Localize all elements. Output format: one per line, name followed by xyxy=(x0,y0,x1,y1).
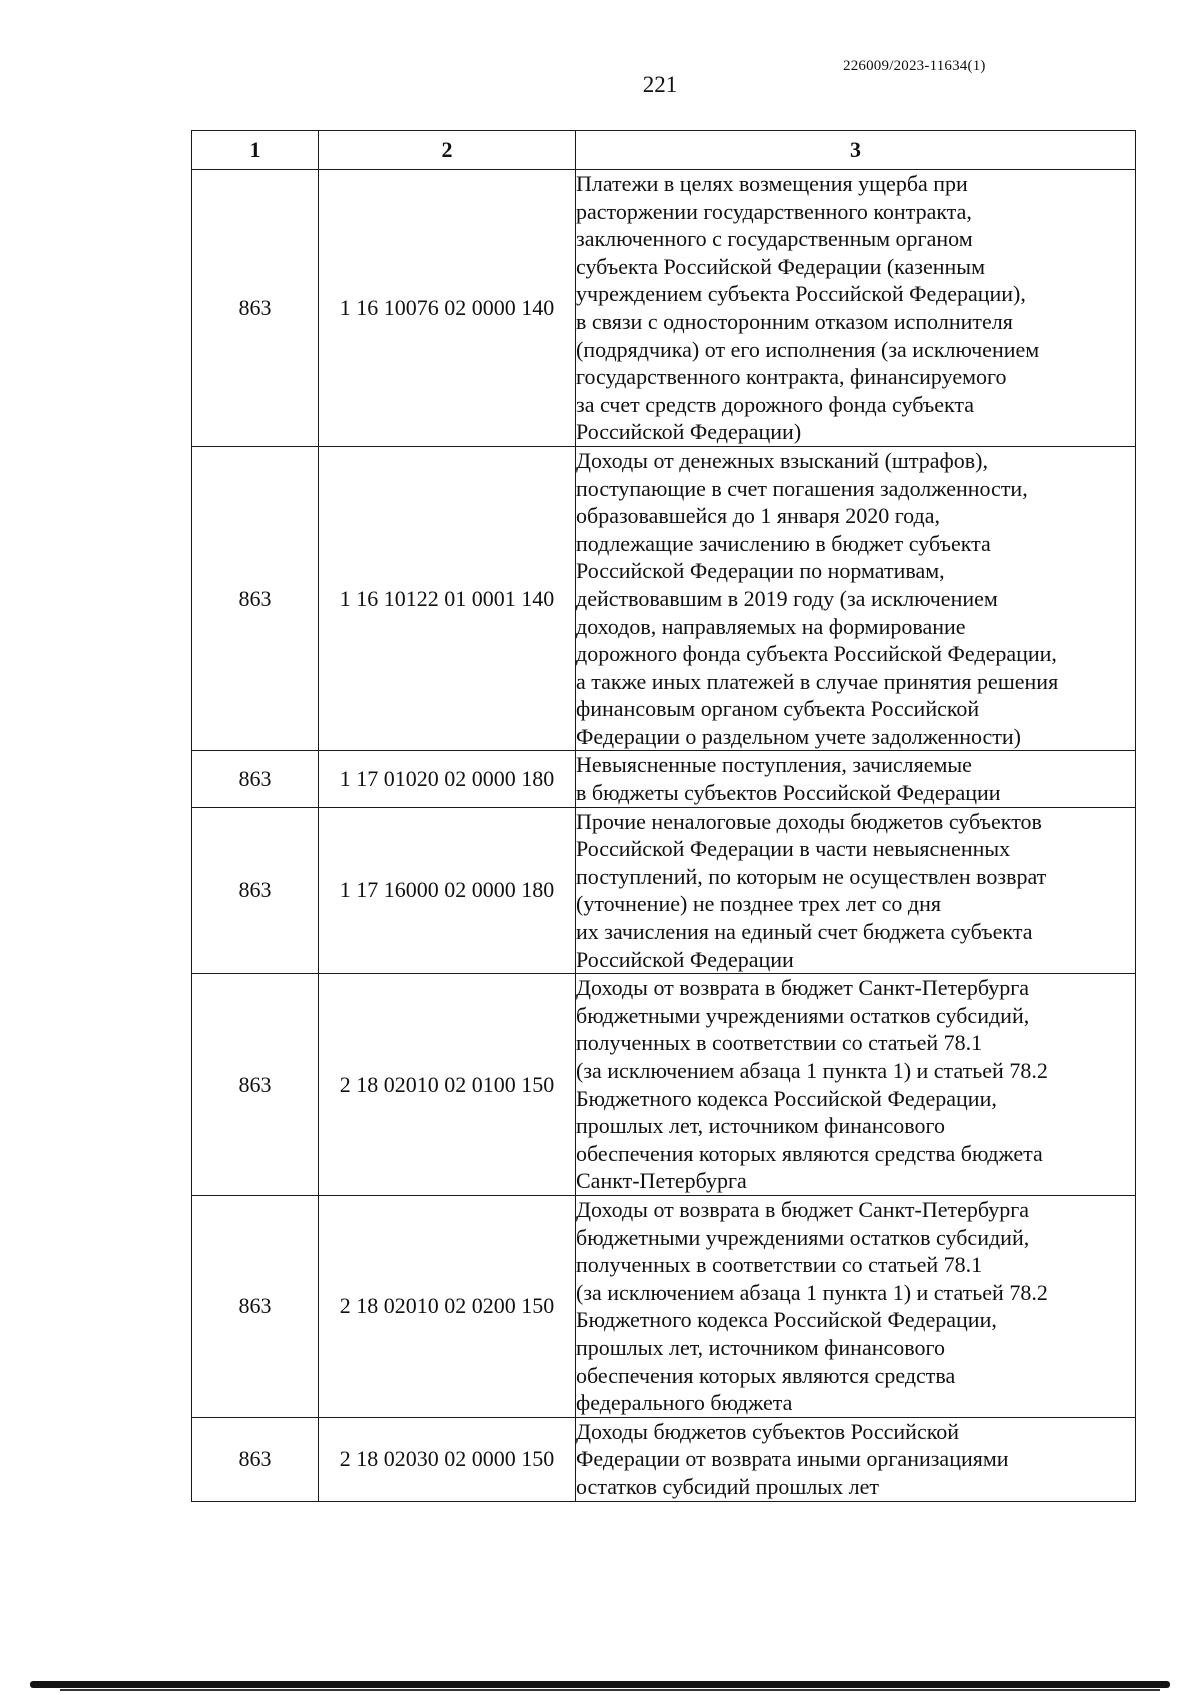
revenue-description-cell xyxy=(576,974,1136,1196)
description-line: в связи с односторонним отказом исполнителя xyxy=(576,308,1013,334)
description-line: остатков субсидий прошлых лет xyxy=(576,1473,879,1499)
budget-classification-code-cell: 1 17 01020 02 0000 180 xyxy=(319,751,576,807)
admin-code-cell: 863 xyxy=(192,1195,319,1417)
description-line: образовавшейся до 1 января 2020 года, xyxy=(576,503,940,529)
column-header-1: 1 xyxy=(192,131,319,170)
bottom-border-line xyxy=(30,1681,1170,1688)
budget-classification-code-cell: 1 17 16000 02 0000 180 xyxy=(319,807,576,974)
description-line: бюджетными учреждениями остатков субсидий, xyxy=(576,1224,1030,1250)
bottom-border-shadow-line xyxy=(60,1689,1160,1691)
description-line: а также иных платежей в случае принятия решения xyxy=(576,668,1059,694)
description-line: поступлений, по которым не осуществлен возврат xyxy=(576,863,1047,889)
description-line: Прочие неналоговые доходы бюджетов субъектов xyxy=(576,808,1042,834)
description-line: Платежи в целях возмещения ущерба при xyxy=(576,171,968,196)
description-line: прошлых лет, источником финансового xyxy=(576,1113,945,1139)
description-line: Федерации от возврата иными организациями xyxy=(576,1446,1009,1472)
table-row xyxy=(192,170,1136,447)
description-line: полученных в соответствии со статьей 78.1 xyxy=(576,1030,983,1056)
description-line: Доходы от возврата в бюджет Санкт-Петербурга xyxy=(576,975,1030,1001)
description-line: прошлых лет, источником финансового xyxy=(576,1334,945,1360)
description-line: в бюджеты субъектов Российской Федерации xyxy=(576,780,1001,806)
budget-classification-code-cell: 2 18 02030 02 0000 150 xyxy=(319,1417,576,1501)
table-row xyxy=(192,751,1136,807)
description-line: бюджетными учреждениями остатков субсидий, xyxy=(576,1002,1030,1028)
budget-classification-code-cell: 1 16 10076 02 0000 140 xyxy=(319,170,576,447)
description-line: доходов, направляемых на формирование xyxy=(576,613,966,639)
admin-code-cell: 863 xyxy=(192,974,319,1196)
admin-code-cell: 863 xyxy=(192,446,319,751)
revenue-description-cell xyxy=(576,170,1136,447)
description-line: заключенного с государственным органом xyxy=(576,226,973,252)
budget-classification-code-cell: 2 18 02010 02 0100 150 xyxy=(319,974,576,1196)
description-line: Федерации о раздельном учете задолженности) xyxy=(576,723,1021,749)
description-line: Доходы от денежных взысканий (штрафов), xyxy=(576,447,988,473)
description-line: (за исключением абзаца 1 пункта 1) и статьей 78.2 xyxy=(576,1058,1048,1083)
table-row xyxy=(192,446,1136,751)
description-line: дорожного фонда субъекта Российской Федерации, xyxy=(576,641,1057,667)
admin-code-cell: 863 xyxy=(192,751,319,807)
table-header-row xyxy=(192,131,1136,170)
description-line: Доходы бюджетов субъектов Российской xyxy=(576,1418,960,1444)
description-line: финансовым органом субъекта Российской xyxy=(576,696,980,722)
table-row xyxy=(192,1195,1136,1417)
description-line: поступающие в счет погашения задолженности, xyxy=(576,475,1028,501)
description-line: Российской Федерации) xyxy=(576,419,802,445)
admin-code-cell: 863 xyxy=(192,170,319,447)
description-line: субъекта Российской Федерации (казенным xyxy=(576,253,985,279)
budget-codes-table xyxy=(191,130,1136,1502)
description-line: полученных в соответствии со статьей 78.1 xyxy=(576,1252,983,1278)
description-line: их зачисления на единый счет бюджета субъекта xyxy=(576,919,1033,945)
description-line: Доходы от возврата в бюджет Санкт-Петербурга xyxy=(576,1196,1030,1222)
description-line: государственного контракта, финансируемого xyxy=(576,364,1007,390)
description-line: Санкт-Петербурга xyxy=(576,1168,747,1194)
description-line: Бюджетного кодекса Российской Федерации, xyxy=(576,1085,997,1111)
column-header-3: 3 xyxy=(576,131,1136,170)
description-line: действовавшим в 2019 году (за исключением xyxy=(576,585,998,611)
description-line: Бюджетного кодекса Российской Федерации, xyxy=(576,1307,997,1333)
description-line: за счет средств дорожного фонда субъекта xyxy=(576,391,975,417)
description-line: учреждением субъекта Российской Федерации), xyxy=(576,281,1026,307)
description-line: (подрядчика) от его исполнения (за исключением xyxy=(576,336,1040,362)
revenue-description-cell xyxy=(576,1195,1136,1417)
table-body xyxy=(192,170,1136,1502)
admin-code-cell: 863 xyxy=(192,807,319,974)
column-header-2: 2 xyxy=(319,131,576,170)
description-line: расторжении государственного контракта, xyxy=(576,198,972,224)
description-line: Российской Федерации по нормативам, xyxy=(576,558,945,584)
budget-classification-code-cell: 1 16 10122 01 0001 140 xyxy=(319,446,576,751)
budget-classification-code-cell: 2 18 02010 02 0200 150 xyxy=(319,1195,576,1417)
table-row xyxy=(192,807,1136,974)
table-row xyxy=(192,1417,1136,1501)
description-line: федерального бюджета xyxy=(576,1390,793,1416)
revenue-description-cell xyxy=(576,446,1136,751)
revenue-description-cell xyxy=(576,751,1136,807)
revenue-description-cell xyxy=(576,1417,1136,1501)
revenue-description-cell xyxy=(576,807,1136,974)
document-registration-number: 226009/2023-11634(1) xyxy=(843,58,986,74)
description-line: (уточнение) не позднее трех лет со дня xyxy=(576,891,941,917)
admin-code-cell: 863 xyxy=(192,1417,319,1501)
table-row xyxy=(192,974,1136,1196)
description-line: обеспечения которых являются средства xyxy=(576,1362,956,1388)
description-line: (за исключением абзаца 1 пункта 1) и статьей 78.2 xyxy=(576,1279,1048,1305)
description-line: обеспечения которых являются средства бюджета xyxy=(576,1140,1043,1166)
description-line: Российской Федерации в части невыясненных xyxy=(576,836,1011,862)
page-number: 221 xyxy=(642,72,678,97)
description-line: подлежащие зачислению в бюджет субъекта xyxy=(576,530,991,556)
description-line: Невыясненные поступления, зачисляемые xyxy=(576,752,972,778)
description-line: Российской Федерации xyxy=(576,946,794,972)
